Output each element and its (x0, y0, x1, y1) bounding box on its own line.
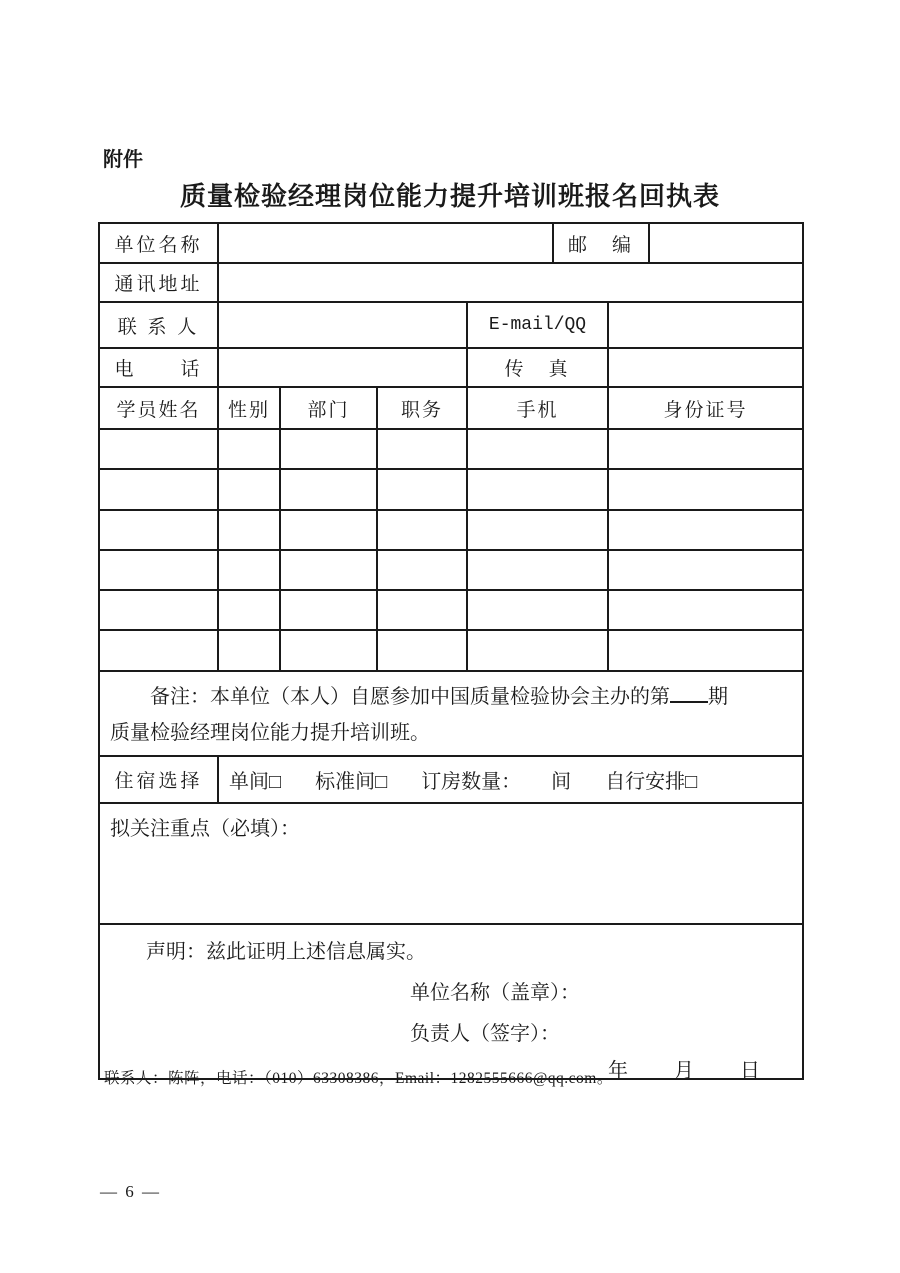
student-row (100, 511, 802, 551)
student-cell[interactable] (281, 551, 378, 589)
focus-label: 拟关注重点（必填）： (110, 817, 300, 840)
remark-cell (100, 672, 802, 755)
email-qq-label: E-mail/QQ (468, 303, 609, 347)
student-cell[interactable] (219, 591, 281, 629)
student-cell[interactable] (468, 470, 609, 508)
student-cell[interactable] (100, 511, 219, 549)
student-cell[interactable] (281, 631, 378, 669)
form-row-accommodation (100, 757, 802, 804)
postal-code-input[interactable] (650, 224, 802, 262)
student-row (100, 591, 802, 631)
student-cell[interactable] (609, 551, 802, 589)
email-qq-input[interactable] (609, 303, 802, 347)
focus-input-area[interactable] (100, 804, 802, 923)
footer-contact-note: 联系人：陈阵，电话：（010）63308386，Email：1282555666@qq.com。 (104, 1070, 613, 1087)
student-cell[interactable] (468, 511, 609, 549)
remark-line1 (110, 679, 792, 715)
student-cell[interactable] (219, 470, 281, 508)
student-cell[interactable] (609, 631, 802, 669)
student-cell[interactable] (609, 511, 802, 549)
accommodation-label: 住宿选择 (100, 757, 219, 802)
unit-name-label: 单位名称 (100, 224, 219, 262)
accommodation-option-0[interactable]: 单间□ (229, 770, 282, 793)
form-row-unit-name (100, 224, 802, 264)
fax-label: 传 真 (468, 349, 609, 386)
student-cell[interactable] (219, 631, 281, 669)
student-cell[interactable] (378, 631, 468, 669)
student-cell[interactable] (468, 551, 609, 589)
student-cell[interactable] (609, 470, 802, 508)
date-line: 年 月 日 (608, 1059, 762, 1082)
student-row (100, 470, 802, 510)
student-cell[interactable] (378, 430, 468, 468)
accommodation-option-1[interactable]: 标准间□ (315, 770, 388, 793)
contact-person-input[interactable] (219, 303, 468, 347)
student-cell[interactable] (378, 591, 468, 629)
student-cell[interactable] (609, 591, 802, 629)
student-cell[interactable] (100, 551, 219, 589)
student-cell[interactable] (100, 631, 219, 669)
postal-code-label: 邮 编 (554, 224, 650, 262)
form-row-address (100, 264, 802, 303)
form-row-remark (100, 672, 802, 757)
student-col-header-5: 身份证号 (663, 399, 748, 421)
student-cell[interactable] (100, 470, 219, 508)
student-row (100, 430, 802, 470)
student-cell[interactable] (219, 430, 281, 468)
accommodation-option-2[interactable]: 订房数量： 间 (421, 770, 572, 793)
student-cell[interactable] (100, 591, 219, 629)
phone-label: 电 话 (100, 349, 219, 386)
student-cell[interactable] (100, 430, 219, 468)
student-cell[interactable] (281, 470, 378, 508)
student-col-header-0: 学员姓名 (100, 388, 219, 428)
page-number: — 6 — (100, 1182, 161, 1201)
accommodation-option-3[interactable]: 自行安排□ (605, 770, 698, 793)
unit-seal-line: 单位名称（盖章）： (410, 981, 580, 1004)
student-cell[interactable] (468, 430, 609, 468)
remark-text-prefix: 备注：本单位（本人）自愿参加中国质量检验协会主办的第 (150, 685, 670, 708)
student-table-header (100, 388, 802, 430)
remark-text-suffix: 期 (708, 685, 728, 708)
form-row-focus (100, 804, 802, 925)
student-cell[interactable] (378, 511, 468, 549)
student-col-header-1: 性别 (219, 388, 281, 428)
contact-person-label: 联 系 人 (100, 303, 219, 347)
student-col-header-2: 部门 (281, 388, 378, 428)
student-row (100, 631, 802, 671)
student-cell[interactable] (281, 511, 378, 549)
page-title: 质量检验经理岗位能力提升培训班报名回执表 (179, 181, 720, 211)
student-cell[interactable] (219, 511, 281, 549)
remark-line2: 质量检验经理岗位能力提升培训班。 (110, 721, 430, 744)
student-cell[interactable] (219, 551, 281, 589)
address-label: 通讯地址 (100, 264, 219, 301)
declaration-statement: 声明：兹此证明上述信息属实。 (146, 940, 426, 963)
student-cell[interactable] (468, 631, 609, 669)
form-row-phone (100, 349, 802, 388)
phone-input[interactable] (219, 349, 468, 386)
student-cell[interactable] (609, 430, 802, 468)
student-col-header-3: 职务 (378, 388, 468, 428)
accommodation-options (219, 757, 802, 802)
session-number-blank[interactable] (670, 681, 708, 703)
student-cell[interactable] (378, 470, 468, 508)
unit-name-input[interactable] (219, 224, 554, 262)
form-row-contact (100, 303, 802, 349)
student-row (100, 551, 802, 591)
student-cell[interactable] (468, 591, 609, 629)
fax-input[interactable] (609, 349, 802, 386)
attachment-label: 附件 (103, 149, 143, 171)
responsible-signature-line: 负责人（签字）： (410, 1022, 560, 1045)
registration-form (98, 222, 804, 1080)
address-input[interactable] (219, 264, 802, 301)
student-cell[interactable] (378, 551, 468, 589)
student-cell[interactable] (281, 430, 378, 468)
student-col-header-4: 手机 (468, 388, 609, 428)
student-cell[interactable] (281, 591, 378, 629)
